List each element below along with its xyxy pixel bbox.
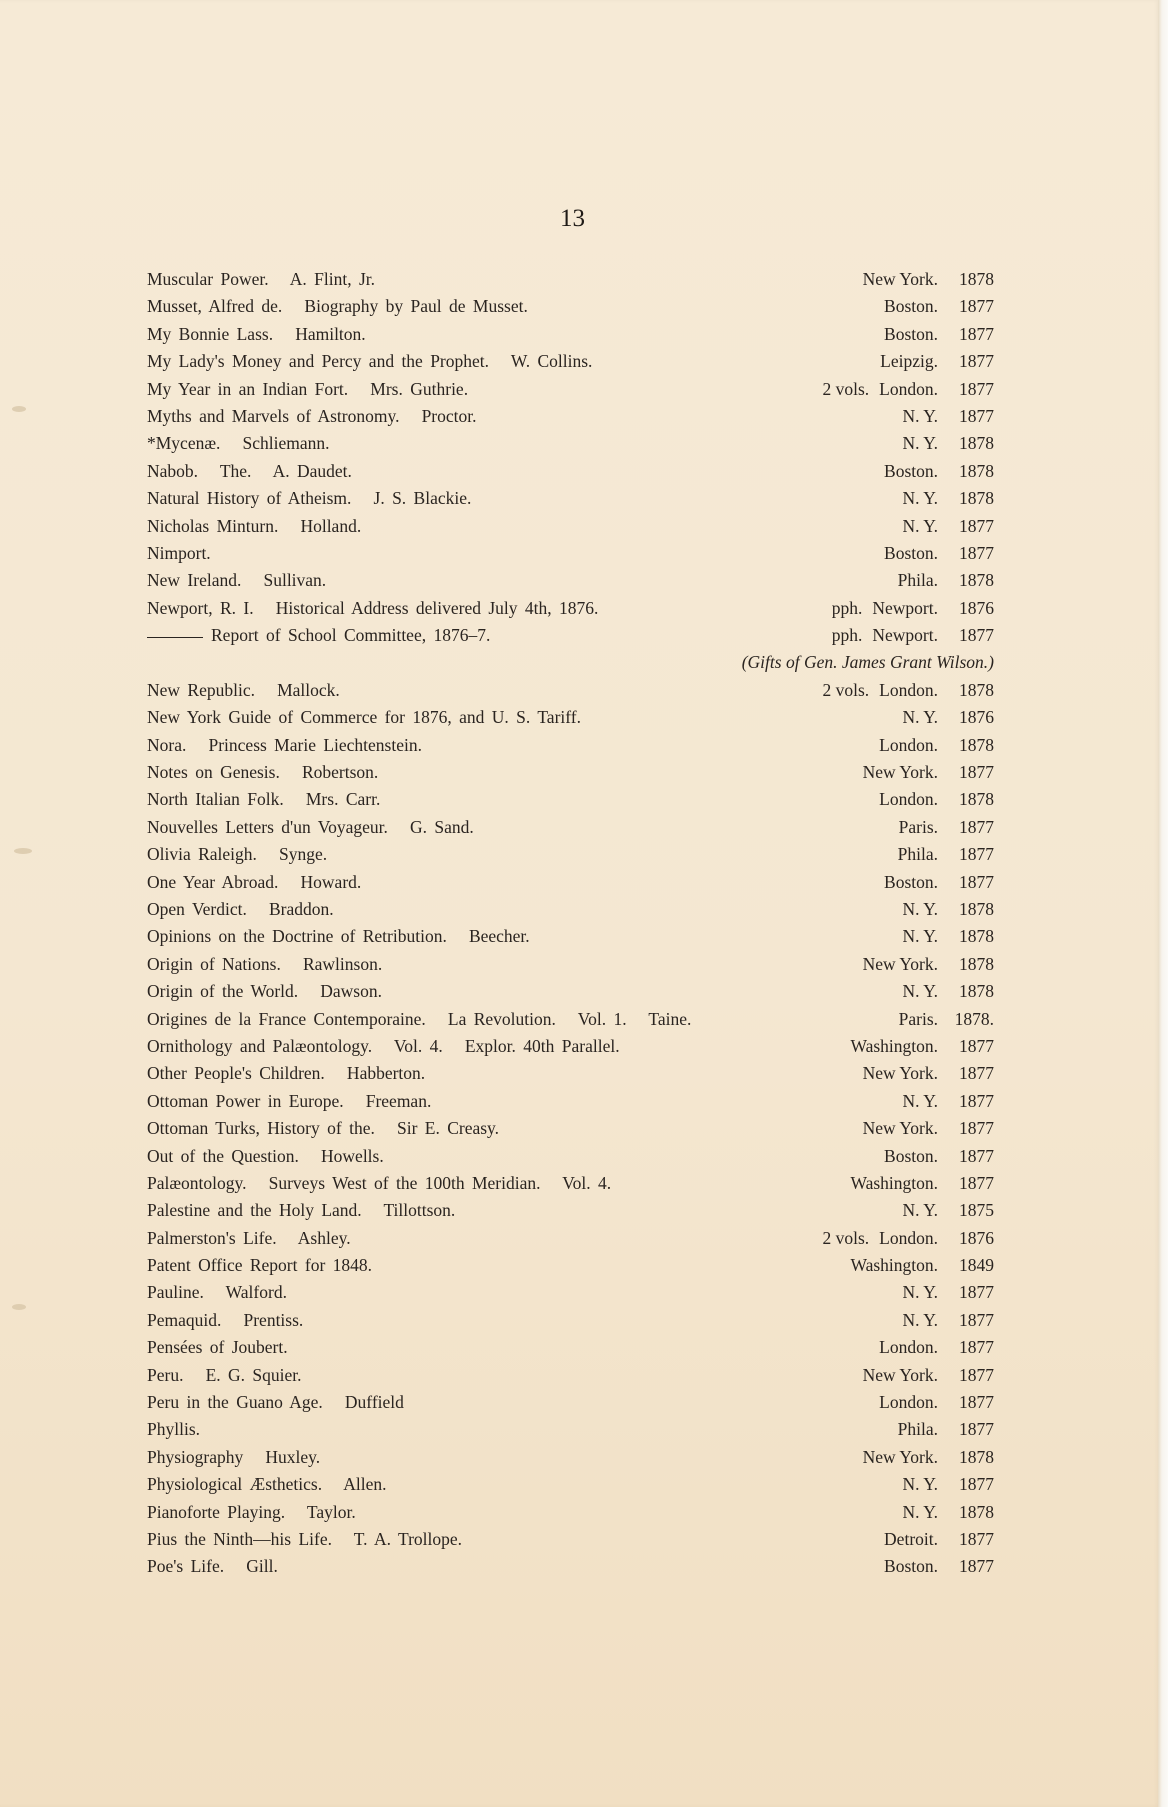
entry-year: 1877 xyxy=(959,1556,994,1577)
entry-title-author xyxy=(147,1060,425,1087)
entry-imprint xyxy=(903,1279,995,1306)
entry-text: My Year in an Indian Fort. Mrs. Guthrie. xyxy=(147,378,469,399)
catalog-entry xyxy=(147,814,994,841)
entry-imprint xyxy=(884,1526,994,1553)
entry-title-author xyxy=(147,1279,287,1306)
entry-year: 1878 xyxy=(959,433,994,454)
entry-title-author xyxy=(147,321,366,348)
entry-imprint xyxy=(903,430,995,457)
entry-place: Boston. xyxy=(884,323,938,344)
catalog-entry xyxy=(147,1526,994,1553)
catalog-entry xyxy=(147,1334,994,1361)
entry-year: 1877 xyxy=(959,762,994,783)
entry-year: 1877 xyxy=(959,1172,994,1193)
catalog-entry xyxy=(147,896,994,923)
entry-text: North Italian Folk. Mrs. Carr. xyxy=(147,789,381,810)
catalog-entry xyxy=(147,841,994,868)
page-number: 13 xyxy=(560,205,585,232)
entry-imprint xyxy=(884,869,994,896)
entry-place: Washington. xyxy=(850,1172,938,1193)
entry-year: 1878 xyxy=(959,734,994,755)
entry-year: 1877 xyxy=(959,1364,994,1385)
entry-imprint xyxy=(879,732,994,759)
entry-title-author xyxy=(147,567,326,594)
entry-place: London. xyxy=(879,1227,938,1248)
entry-title-author xyxy=(147,293,528,320)
catalog-entry xyxy=(147,869,994,896)
entry-title-author xyxy=(147,732,422,759)
entry-place: Boston. xyxy=(884,871,938,892)
catalog-entry xyxy=(147,1060,994,1087)
entry-title-author xyxy=(147,1416,200,1443)
ditto-dash xyxy=(147,637,203,638)
entry-title-author xyxy=(147,841,327,868)
entry-volumes: pph. xyxy=(831,597,863,618)
entry-place: London. xyxy=(879,734,938,755)
entry-imprint xyxy=(884,321,994,348)
entry-text: Opinions on the Doctrine of Retribution. Beecher. xyxy=(147,926,530,947)
entry-place: Boston. xyxy=(884,460,938,481)
entry-text: Ornithology and Palæontology. Vol. 4. Explor. 40th Parallel. xyxy=(147,1035,620,1056)
entry-text: Out of the Question. Howells. xyxy=(147,1145,384,1166)
catalog-entry xyxy=(147,1197,994,1224)
entry-title-author xyxy=(147,595,598,622)
entry-text: Pius the Ninth—his Life. T. A. Trollope. xyxy=(147,1528,463,1549)
catalog-entry xyxy=(147,567,994,594)
entry-imprint xyxy=(832,595,994,622)
entry-imprint xyxy=(884,458,994,485)
entry-year: 1877 xyxy=(959,1145,994,1166)
entry-text: Report of School Committee, 1876–7. xyxy=(211,625,491,646)
entry-imprint xyxy=(884,540,994,567)
entry-imprint xyxy=(880,348,994,375)
entry-year: 1877 xyxy=(959,871,994,892)
entry-year: 1877 xyxy=(959,1419,994,1440)
entry-place: Boston. xyxy=(884,296,938,317)
entry-text: *Mycenæ. Schliemann. xyxy=(147,433,330,454)
catalog-entry xyxy=(147,1471,994,1498)
entry-year: 1877 xyxy=(959,1337,994,1358)
entry-imprint xyxy=(903,485,995,512)
entry-text: New York Guide of Commerce for 1876, and U. S. Tariff. xyxy=(147,707,581,728)
entry-year: 1877 xyxy=(959,351,994,372)
entry-place: Paris. xyxy=(898,816,938,837)
entry-text: Pensées of Joubert. xyxy=(147,1337,288,1358)
entry-year: 1877 xyxy=(959,405,994,426)
entry-text: Nicholas Minturn. Holland. xyxy=(147,515,362,536)
entry-title-author xyxy=(147,1471,387,1498)
entry-place: Washington. xyxy=(850,1035,938,1056)
entry-volumes: 2 vols. xyxy=(822,679,870,700)
entry-imprint xyxy=(903,1499,995,1526)
paper-blemish xyxy=(12,1304,26,1310)
entry-text: New Ireland. Sullivan. xyxy=(147,570,327,591)
entry-imprint xyxy=(903,704,995,731)
entry-year: 1878 xyxy=(959,1501,994,1522)
catalog-entry xyxy=(147,1170,994,1197)
entry-text: Origin of Nations. Rawlinson. xyxy=(147,953,383,974)
entry-text: Palestine and the Holy Land. Tillottson. xyxy=(147,1200,456,1221)
entry-title-author xyxy=(147,896,334,923)
entry-text: Nimport. xyxy=(147,542,211,563)
entry-place: London. xyxy=(879,1337,938,1358)
entry-text: Phyllis. xyxy=(147,1419,201,1440)
catalog-entry xyxy=(147,622,994,649)
entry-year: 1878 xyxy=(959,269,994,289)
entry-year: 1876 xyxy=(959,1227,994,1248)
catalog-entry xyxy=(147,595,994,622)
page-edge xyxy=(1158,0,1168,1807)
entry-imprint xyxy=(832,622,994,649)
entry-imprint xyxy=(903,896,995,923)
entry-place: New York. xyxy=(862,1446,938,1467)
entry-imprint xyxy=(863,951,994,978)
entry-imprint xyxy=(903,403,995,430)
entry-year: 1878 xyxy=(959,926,994,947)
catalog-entry xyxy=(147,1416,994,1443)
catalog-entry xyxy=(147,485,994,512)
catalog-entry xyxy=(147,677,994,704)
catalog-entry xyxy=(147,321,994,348)
entry-imprint xyxy=(879,786,994,813)
entry-place: Newport. xyxy=(872,625,938,646)
entry-place: Detroit. xyxy=(884,1528,938,1549)
catalog-entry xyxy=(147,951,994,978)
entry-text: Nora. Princess Marie Liechtenstein. xyxy=(147,734,422,755)
entry-year: 1877 xyxy=(959,1392,994,1413)
entry-place: Boston. xyxy=(884,1556,938,1577)
entry-place: N. Y. xyxy=(902,1090,938,1111)
entry-title-author xyxy=(147,540,211,567)
entry-text: Olivia Raleigh. Synge. xyxy=(147,844,328,865)
entry-title-author xyxy=(147,376,468,403)
entry-imprint xyxy=(822,1225,994,1252)
entry-imprint xyxy=(863,1362,994,1389)
entry-imprint xyxy=(850,1033,994,1060)
entry-imprint xyxy=(884,293,994,320)
entry-text: Ottoman Power in Europe. Freeman. xyxy=(147,1090,432,1111)
entry-place: N. Y. xyxy=(902,1501,938,1522)
entry-place: Leipzig. xyxy=(880,351,938,372)
paper-blemish xyxy=(14,848,32,854)
entry-place: New York. xyxy=(862,1118,938,1139)
entry-imprint xyxy=(903,923,995,950)
entry-imprint xyxy=(898,1416,994,1443)
catalog-entry xyxy=(147,1006,994,1033)
entry-year: 1877 xyxy=(959,844,994,865)
entry-year: 1876 xyxy=(959,597,994,618)
entry-title-author xyxy=(147,1170,611,1197)
entry-title-author xyxy=(147,1197,455,1224)
entry-place: Phila. xyxy=(897,1419,938,1440)
entry-year: 1878 xyxy=(959,1446,994,1467)
entry-text: Ottoman Turks, History of the. Sir E. Creasy. xyxy=(147,1118,500,1139)
entry-imprint xyxy=(903,1197,995,1224)
catalog-entry xyxy=(147,513,994,540)
entry-text: Patent Office Report for 1848. xyxy=(147,1255,373,1276)
entry-text: Nabob. The. A. Daudet. xyxy=(147,460,352,481)
entry-title-author xyxy=(147,1033,620,1060)
entry-year: 1878 xyxy=(959,981,994,1002)
entry-text: New Republic. Mallock. xyxy=(147,679,340,700)
entry-year: 1877 xyxy=(959,296,994,317)
entry-year: 1877 xyxy=(959,1309,994,1330)
entry-title-author xyxy=(147,1444,320,1471)
entry-year: 1877 xyxy=(959,1035,994,1056)
entry-volumes: 2 vols. xyxy=(822,1227,870,1248)
entry-imprint xyxy=(863,1060,994,1087)
entry-year: 1849 xyxy=(959,1255,994,1276)
entry-year: 1877 xyxy=(959,1474,994,1495)
catalog-entry xyxy=(147,348,994,375)
entry-title-author xyxy=(147,403,477,430)
entry-text: Physiography Huxley. xyxy=(147,1446,321,1467)
entry-imprint xyxy=(850,1170,994,1197)
catalog-entry xyxy=(147,458,994,485)
entry-volumes: pph. xyxy=(831,625,863,646)
entry-imprint xyxy=(903,1088,995,1115)
entry-imprint xyxy=(884,1553,994,1580)
gift-note: (Gifts of Gen. James Grant Wilson.) xyxy=(741,652,994,673)
entry-text: My Bonnie Lass. Hamilton. xyxy=(147,323,366,344)
entry-place: N. Y. xyxy=(902,898,938,919)
entry-imprint xyxy=(903,1471,995,1498)
entry-year: 1878 xyxy=(959,953,994,974)
entry-year: 1878 xyxy=(959,488,994,509)
entry-imprint xyxy=(863,759,994,786)
entry-year: 1877 xyxy=(959,1063,994,1084)
entry-title-author xyxy=(147,485,471,512)
entry-text: My Lady's Money and Percy and the Prophet. W. Collins. xyxy=(147,351,593,372)
entry-text: Origines de la France Contemporaine. La Revolution. Vol. 1. Taine. xyxy=(147,1008,692,1029)
entry-text: Physiological Æsthetics. Allen. xyxy=(147,1474,387,1495)
entry-place: Washington. xyxy=(850,1255,938,1276)
entry-imprint xyxy=(903,513,995,540)
entry-title-author xyxy=(147,1362,302,1389)
entry-imprint xyxy=(898,841,994,868)
catalog-entry xyxy=(147,376,994,403)
entry-title-author xyxy=(147,513,361,540)
catalog-entry xyxy=(147,923,994,950)
entry-imprint xyxy=(903,978,995,1005)
entry-year: 1877 xyxy=(959,625,994,646)
paper-blemish xyxy=(12,406,26,412)
entry-title-author xyxy=(147,869,361,896)
catalog-entry xyxy=(147,430,994,457)
entry-place: New York. xyxy=(862,762,938,783)
entry-text: Newport, R. I. Historical Address delivered July 4th, 1876. xyxy=(147,597,599,618)
entry-place: N. Y. xyxy=(902,926,938,947)
catalog-entry xyxy=(147,266,994,293)
entry-place: N. Y. xyxy=(902,1309,938,1330)
catalog-entry xyxy=(147,732,994,759)
catalog-entry xyxy=(147,293,994,320)
entry-title-author xyxy=(147,759,378,786)
entry-text: Pemaquid. Prentiss. xyxy=(147,1309,304,1330)
entry-text: Poe's Life. Gill. xyxy=(147,1556,278,1577)
entry-title-author xyxy=(147,266,375,293)
entry-imprint xyxy=(863,1444,994,1471)
entry-imprint xyxy=(899,1006,994,1033)
entry-year: 1876 xyxy=(959,707,994,728)
entry-title-author xyxy=(147,1307,303,1334)
entry-text: Open Verdict. Braddon. xyxy=(147,898,334,919)
catalog-entry xyxy=(147,403,994,430)
entry-title-author xyxy=(147,951,382,978)
entry-place: Phila. xyxy=(897,570,938,591)
entry-place: Boston. xyxy=(884,542,938,563)
catalog-entry xyxy=(147,1307,994,1334)
entry-year: 1878 xyxy=(959,789,994,810)
entry-place: London. xyxy=(879,378,938,399)
entry-title-author xyxy=(147,430,330,457)
entry-place: Paris. xyxy=(898,1008,938,1029)
entry-place: N. Y. xyxy=(902,1282,938,1303)
catalog-entry xyxy=(147,1143,994,1170)
catalog-entry xyxy=(147,1553,994,1580)
entry-title-author xyxy=(147,1006,691,1033)
entry-imprint xyxy=(850,1252,994,1279)
entry-imprint xyxy=(822,376,994,403)
entry-year: 1877 xyxy=(959,816,994,837)
entry-text: Musset, Alfred de. Biography by Paul de Musset. xyxy=(147,296,528,317)
entry-imprint xyxy=(899,814,994,841)
entry-title-author xyxy=(147,704,581,731)
entry-imprint xyxy=(879,1334,994,1361)
entry-place: London. xyxy=(879,1392,938,1413)
entry-text: Pauline. Walford. xyxy=(147,1282,287,1303)
entry-year: 1878 xyxy=(959,460,994,481)
entry-place: New York. xyxy=(862,1364,938,1385)
entry-text: One Year Abroad. Howard. xyxy=(147,871,362,892)
catalog-entry xyxy=(147,1499,994,1526)
entry-place: Phila. xyxy=(897,844,938,865)
entry-place: N. Y. xyxy=(902,488,938,509)
entry-title-author xyxy=(147,978,382,1005)
entry-year: 1877 xyxy=(959,1528,994,1549)
entry-imprint xyxy=(898,567,994,594)
entry-title-author xyxy=(147,1088,431,1115)
catalog-entry xyxy=(147,1444,994,1471)
entry-title-author xyxy=(147,1389,404,1416)
entry-year: 1878 xyxy=(959,898,994,919)
entry-text: Myths and Marvels of Astronomy. Proctor. xyxy=(147,405,477,426)
catalog-entry xyxy=(147,1362,994,1389)
entry-year: 1877 xyxy=(959,515,994,536)
entry-year: 1877 xyxy=(959,1118,994,1139)
entry-text: Pianoforte Playing. Taylor. xyxy=(147,1501,356,1522)
entry-title-author xyxy=(147,1334,288,1361)
entry-place: N. Y. xyxy=(902,433,938,454)
gift-note-row xyxy=(147,649,994,676)
entry-imprint xyxy=(903,1307,995,1334)
catalog-entry xyxy=(147,978,994,1005)
entry-title-author xyxy=(147,1225,351,1252)
catalog-entry xyxy=(147,1389,994,1416)
entry-place: London. xyxy=(879,679,938,700)
entry-imprint xyxy=(863,1115,994,1142)
entry-year: 1877 xyxy=(959,1090,994,1111)
entry-place: Boston. xyxy=(884,1145,938,1166)
catalog-entry xyxy=(147,1225,994,1252)
entry-title-author xyxy=(147,677,340,704)
entry-title-author xyxy=(147,1553,278,1580)
entry-title-author xyxy=(147,923,530,950)
entry-place: New York. xyxy=(862,953,938,974)
entry-place: Newport. xyxy=(872,597,938,618)
entry-text: Origin of the World. Dawson. xyxy=(147,981,382,1002)
entry-year: 1878. xyxy=(954,1008,994,1029)
entry-title-author xyxy=(147,1115,499,1142)
entry-place: N. Y. xyxy=(902,707,938,728)
entry-place: N. Y. xyxy=(902,515,938,536)
entry-text: Notes on Genesis. Robertson. xyxy=(147,762,379,783)
entry-place: N. Y. xyxy=(902,1474,938,1495)
catalog-entry xyxy=(147,786,994,813)
entry-imprint xyxy=(879,1389,994,1416)
entry-text: Muscular Power. A. Flint, Jr. xyxy=(147,269,376,289)
catalog-entry xyxy=(147,1252,994,1279)
entry-text: Palmerston's Life. Ashley. xyxy=(147,1227,351,1248)
entry-text: Palæontology. Surveys West of the 100th Meridian. Vol. 4. xyxy=(147,1172,612,1193)
entry-imprint xyxy=(822,677,994,704)
entry-place: N. Y. xyxy=(902,981,938,1002)
entry-year: 1878 xyxy=(959,570,994,591)
entry-title-author xyxy=(147,622,490,649)
entry-year: 1878 xyxy=(959,679,994,700)
catalog-entry xyxy=(147,759,994,786)
entry-title-author xyxy=(147,786,380,813)
entry-title-author xyxy=(147,814,474,841)
entry-volumes: 2 vols. xyxy=(822,378,870,399)
entry-title-author xyxy=(147,1499,356,1526)
catalog-entries xyxy=(147,266,994,1581)
entry-place: London. xyxy=(879,789,938,810)
entry-title-author xyxy=(147,1526,462,1553)
entry-imprint xyxy=(884,1143,994,1170)
entry-place: New York. xyxy=(862,1063,938,1084)
catalog-entry xyxy=(147,540,994,567)
catalog-entry xyxy=(147,1088,994,1115)
entry-place: N. Y. xyxy=(902,405,938,426)
entry-imprint xyxy=(863,266,994,293)
entry-text: Other People's Children. Habberton. xyxy=(147,1063,426,1084)
entry-text: Peru in the Guano Age. Duffield xyxy=(147,1392,404,1413)
entry-title-author xyxy=(147,458,352,485)
entry-place: New York. xyxy=(862,269,938,289)
entry-title-author xyxy=(147,348,592,375)
entry-year: 1875 xyxy=(959,1200,994,1221)
catalog-entry xyxy=(147,1033,994,1060)
entry-title-author xyxy=(147,1143,384,1170)
entry-year: 1877 xyxy=(959,542,994,563)
entry-text: Peru. E. G. Squier. xyxy=(147,1364,302,1385)
entry-year: 1877 xyxy=(959,378,994,399)
entry-year: 1877 xyxy=(959,323,994,344)
catalog-entry xyxy=(147,1279,994,1306)
entry-text: Nouvelles Letters d'un Voyageur. G. Sand. xyxy=(147,816,474,837)
catalog-entry xyxy=(147,1115,994,1142)
entry-text: Natural History of Atheism. J. S. Blackie. xyxy=(147,488,472,509)
entry-year: 1877 xyxy=(959,1282,994,1303)
catalog-entry xyxy=(147,704,994,731)
entry-title-author xyxy=(147,1252,372,1279)
entry-place: N. Y. xyxy=(902,1200,938,1221)
